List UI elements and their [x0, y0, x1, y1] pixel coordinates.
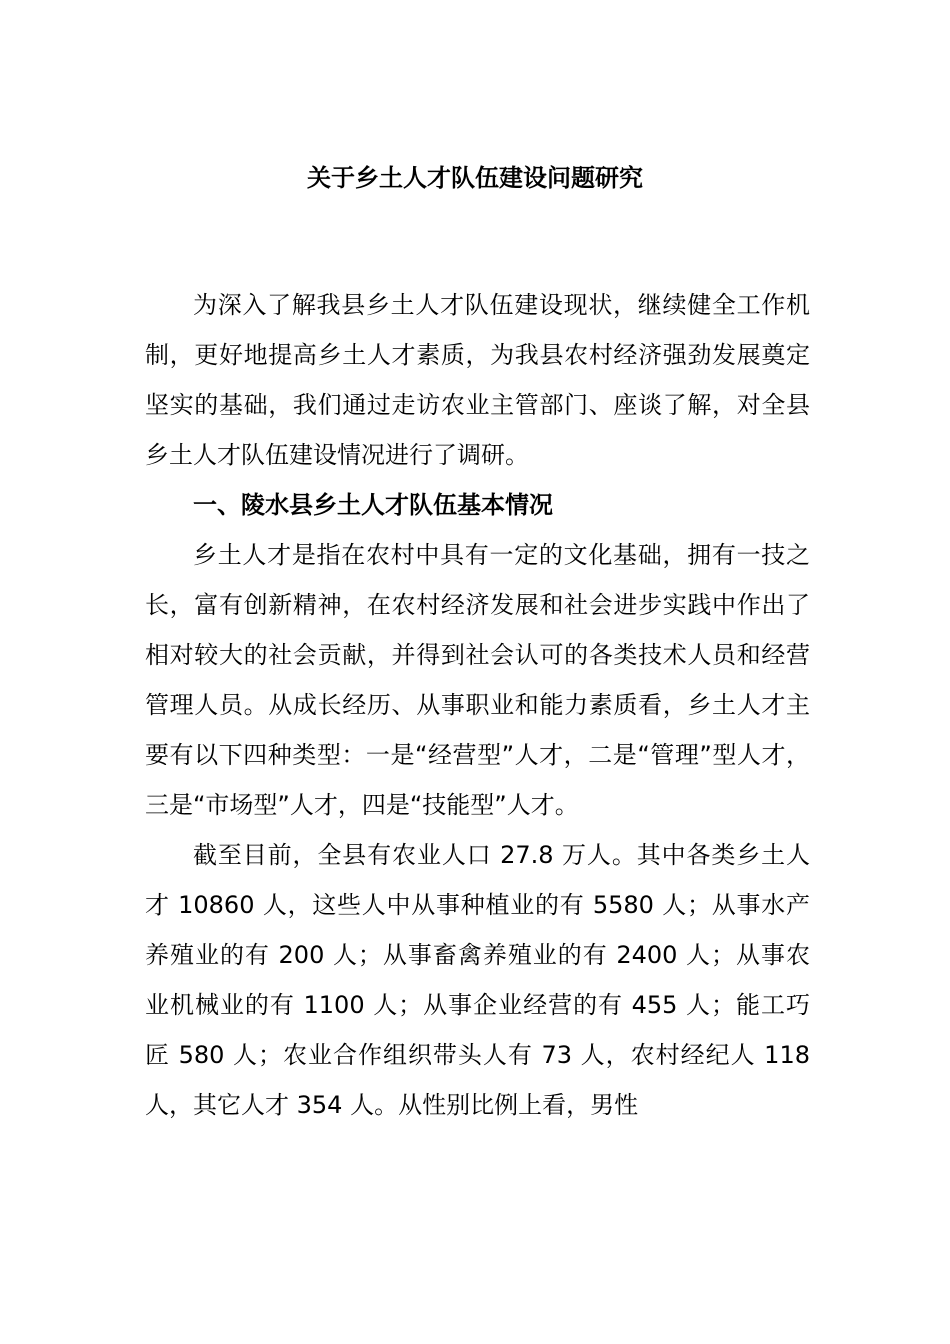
- intro-paragraph: 为深入了解我县乡土人才队伍建设现状，继续健全工作机制，更好地提高乡土人才素质，为我县农村经济强劲发展奠定坚实的基础，我们通过走访农业主管部门、座谈了解，对全县乡土人才队伍建设情况进行了调研。: [145, 291, 810, 469]
- section-1-paragraph-statistics: 截至目前，全县有农业人口 27.8 万人。其中各类乡土人才 10860 人，这些人中从事种植业的有 5580 人；从事水产养殖业的有 200 人；从事畜禽养殖业的有 2400 人；从事农业机械业的有 1100 人；从事企业经营的有 455 人；能工巧匠 580 人；农业合作组织带头人有 73 人，农村经纪人 118 人，其它人才 354 人。从性别比例上看，男性: [145, 841, 810, 1119]
- document-title: 关于乡土人才队伍建设问题研究: [307, 164, 643, 192]
- section-1-heading: 一、陵水县乡土人才队伍基本情况: [193, 491, 553, 519]
- section-1-paragraph-definition: 乡土人才是指在农村中具有一定的文化基础，拥有一技之长，富有创新精神，在农村经济发展和社会进步实践中作出了相对较大的社会贡献，并得到社会认可的各类技术人员和经营管理人员。从成长经历、从事职业和能力素质看，乡土人才主要有以下四种类型：一是“经营型”人才，二是“管理”型人才，三是“市场型”人才，四是“技能型”人才。: [145, 541, 810, 819]
- document-body: [145, 280, 810, 1130]
